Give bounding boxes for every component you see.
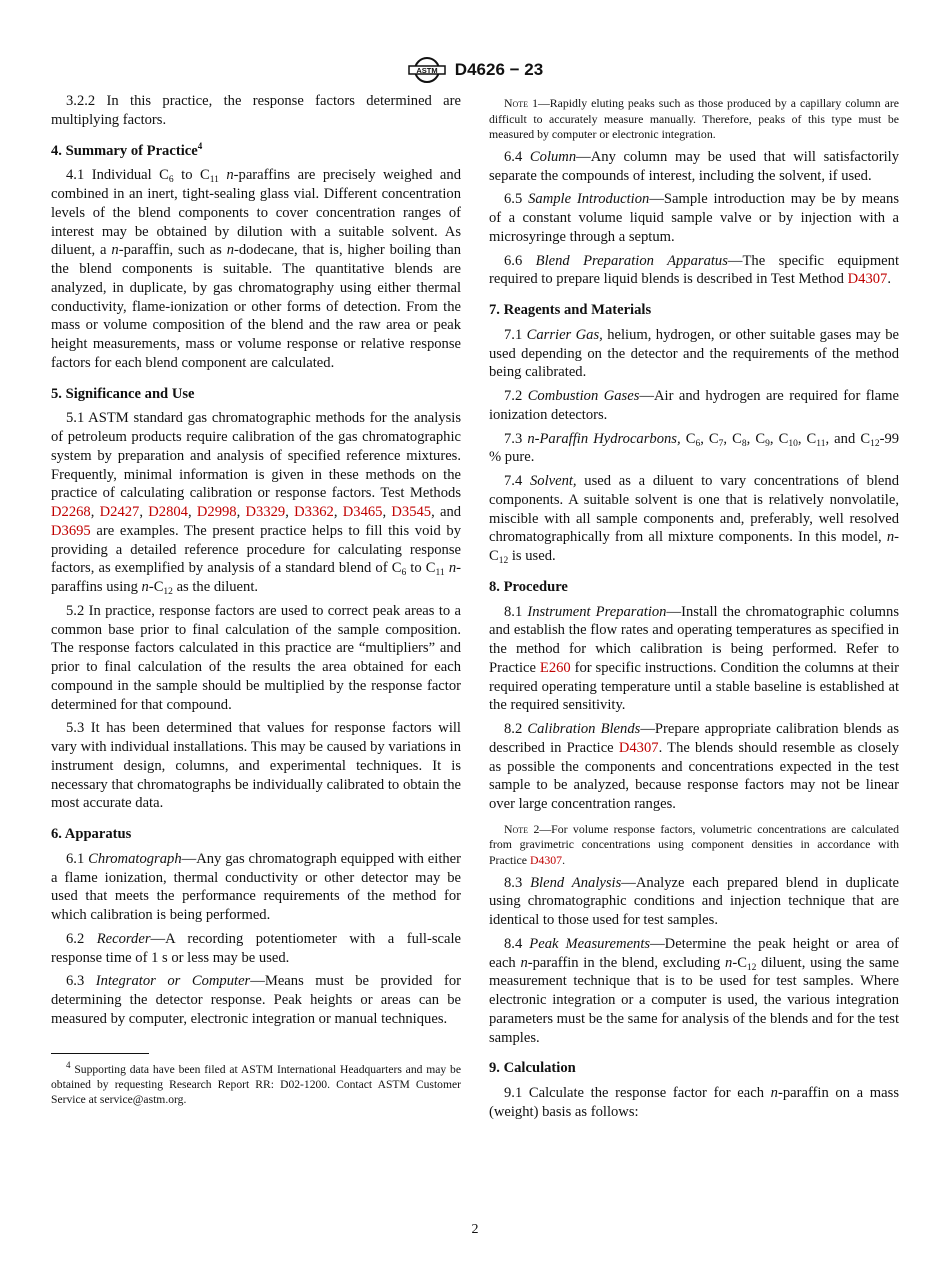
subscript: 6 — [401, 568, 407, 579]
subscript: 12 — [498, 556, 509, 567]
text-run: —The specific equipment required to prepare liquid blends is described in Test Method — [489, 252, 900, 288]
note-text: —For volume response factors, volumetric concentrations are calculated from gravimetric concentrations using component densities in accordance with Practice — [489, 821, 900, 867]
text-run: , — [187, 504, 197, 520]
section-4-heading — [51, 142, 461, 161]
italic-run: n — [448, 560, 457, 577]
term: Sample Introduction — [528, 191, 650, 208]
paragraph-8-1 — [489, 603, 899, 716]
ref-link-d2998[interactable]: D2998 — [196, 504, 237, 520]
section-6-heading: 6. Apparatus — [51, 826, 132, 842]
text-run: for specific instructions. Condition the columns at their required operating temperature until a stable baseline is established at the required sensitivity. — [489, 659, 899, 714]
footnote-4 — [51, 1059, 461, 1108]
paragraph-8-4 — [489, 935, 899, 1048]
text-run: 7.3 — [504, 430, 528, 447]
term: Blend Preparation Apparatus — [535, 252, 728, 269]
text-run: diluent, using the same measurement technique that is to be used for test samples. Where electronic integration or a computer is used, the various integration parameters must be the same for analysis of the blends and for the test samples. — [489, 954, 899, 1046]
text-run: . — [562, 852, 566, 867]
text-run: , — [333, 504, 343, 520]
italic-run: n — [520, 954, 528, 971]
text-run: 6.2 — [66, 930, 97, 947]
text-run: 7.1 — [504, 326, 527, 343]
term: Calibration Blends — [527, 721, 641, 738]
heading-text: 4. Summary of Practice — [51, 142, 198, 159]
paragraph-6-6 — [489, 252, 899, 290]
note-label: Note 2 — [504, 821, 540, 836]
text-run: 8.3 — [504, 874, 531, 891]
text-run: 7.4 — [504, 473, 530, 490]
page-number: 2 — [471, 1222, 479, 1237]
text-run: to C — [173, 167, 210, 184]
italic-run: n — [725, 954, 733, 971]
section-8-heading: 8. Procedure — [489, 578, 568, 595]
subscript: 12 — [163, 587, 173, 597]
section-5-heading: 5. Significance and Use — [51, 385, 195, 402]
subscript: 12 — [746, 962, 757, 973]
term: n-Paraffin Hydrocarbons, — [527, 430, 681, 447]
ref-link-d4307[interactable]: D4307 — [847, 271, 888, 288]
text-run: 5.1 ASTM standard gas chromatographic methods for the analysis of petroleum products require calibration of the gas chromatographic system by preparation and analysis of specified reference mixtures. Frequently, minimal information is given in these methods on the practice of calculating calibration or response factors. Test Methods — [51, 410, 461, 502]
paragraph-6-4 — [489, 148, 899, 186]
text-run: , — [139, 504, 149, 520]
term: Carrier Gas, — [526, 326, 603, 343]
text-run: , — [90, 504, 100, 520]
footnote-marker: 4 — [197, 140, 203, 151]
text-run: —Air and hydrogen are required for flame ionization detectors. — [489, 388, 899, 423]
text-run: . — [887, 271, 891, 288]
text-run: -paraffin on a mass (weight) basis as follows: — [489, 1085, 899, 1120]
text-run: -paraffins are precisely weighed and combined in an inert, tight-sealing glass vial. Different concentration levels of the blend components to cover concentration ranges of interest may be obtained by dilution with a suitable solvent. As diluent, a — [51, 167, 462, 259]
paragraph-7-1 — [489, 326, 899, 382]
text-run: , — [285, 504, 295, 520]
text-run: are examples. The present practice helps to fill this void by providing a detailed reference procedure for calculating response factors, as exemplified by analysis of a standard blend of C — [51, 522, 461, 577]
paragraph-7-2 — [489, 387, 899, 425]
italic-run: n — [111, 242, 119, 259]
term: Instrument Preparation — [527, 603, 667, 620]
subscript: 7 — [718, 438, 724, 449]
paragraph-5-3: 5.3 It has been determined that values for response factors will vary with individual installations. This may be caused by variations in instrument design, columns, and experimental techniques. It is necessary that chromatographs be individually calibrated to obtain the most accurate data. — [51, 720, 461, 812]
text-run: 6.3 — [66, 973, 96, 990]
text-run: , — [382, 504, 392, 520]
ref-link-d3465[interactable]: D3465 — [342, 504, 383, 520]
text-run: . The blends should resemble as closely as possible the components and concentrations expected in the test sample to be analyzed, because response factors may not be linear over large concentration ranges. — [489, 739, 899, 813]
document-id: D4626 − 23 — [454, 60, 544, 79]
subscript: 11 — [435, 568, 445, 579]
text-run: -dodecane, that is, higher boiling than the blend components is suitable. The quantitative blends are analyzed, in duplicate, by gas chromatography using either thermal conductivity, flame-ionization or other forms of detection. From the mass or volume composition of the blend and the raw area or peak height measurements, mass or volume response or relative response factors for each blend component are calculated. — [51, 242, 461, 371]
paragraph-6-5 — [489, 190, 899, 246]
text-run: is used. — [508, 548, 556, 565]
text-run: -paraffin, such as — [118, 242, 227, 259]
term: Integrator or Computer — [95, 973, 251, 990]
paragraph-8-3 — [489, 874, 899, 930]
ref-link-d4307[interactable]: D4307 — [618, 739, 659, 756]
text-run: 4.1 Individual C — [66, 167, 169, 184]
ref-link-d3545[interactable]: D3545 — [391, 504, 432, 520]
term: Solvent, — [529, 473, 577, 490]
text-run: 6.4 — [504, 148, 530, 165]
text-run: 6.1 — [66, 850, 89, 867]
text-run: —Determine the peak height or area of each — [489, 935, 899, 971]
text-run: —Sample introduction may be by means of a constant volume liquid sample valve or by injection with a microsyringe through a septum. — [489, 191, 900, 245]
section-9-heading: 9. Calculation — [489, 1060, 576, 1077]
text-run: 8.2 — [504, 721, 528, 738]
term: Column — [529, 148, 577, 165]
text-run: C — [680, 430, 696, 447]
text-run: -paraffins using — [51, 560, 461, 595]
text-run: -paraffin in the blend, excluding — [527, 954, 726, 971]
text-run: —Install the chromatographic columns and establish the flow rates and operating temperatures as specified in the method for which calibration is being performed. Refer to Practice — [489, 603, 900, 676]
text-run: 7.2 — [504, 388, 528, 405]
text-run: helium, hydrogen, or other suitable gases may be used depending on the detector and the requirements of the method being calibrated. — [489, 326, 899, 381]
text-run: —Prepare appropriate calibration blends as described in Practice — [489, 721, 900, 756]
ref-link-d2804[interactable]: D2804 — [148, 504, 188, 520]
paragraph-5-1 — [51, 409, 461, 597]
page-header — [0, 56, 950, 84]
term: Blend Analysis — [530, 874, 622, 891]
note-label: Note 1 — [504, 96, 538, 110]
text-run: —Analyze each prepared blend in duplicate using chromatographic conditions and injection technique that are identical to those used for test samples. — [489, 874, 899, 929]
ref-link-d3362[interactable]: D3362 — [294, 504, 334, 520]
svg-text:ASTM: ASTM — [416, 66, 438, 75]
section-7-heading: 7. Reagents and Materials — [489, 302, 652, 319]
text-run: , and — [431, 504, 462, 520]
footnote-marker: 4 — [66, 1059, 71, 1070]
text-run: —Any column may be used that will satisfactorily separate the compounds of interest, including the solvent, if used. — [489, 148, 899, 184]
subscript: 10 — [788, 438, 798, 449]
text-run: -C — [148, 579, 164, 595]
ref-link-d3329[interactable]: D3329 — [245, 504, 286, 520]
text-run: 9.1 Calculate the response factor for each — [504, 1085, 771, 1102]
text-run: 6.5 — [504, 191, 529, 208]
subscript: 6 — [695, 438, 701, 449]
text-run: used as a diluent to vary concentrations of blend components. A suitable solvent is one that is relatively nonvolatile, miscible with all sample components and, preferably, well resolved chromatographically from all mixture components. In this model, — [489, 473, 899, 546]
text-run: 8.1 — [504, 603, 528, 620]
paragraph-8-2 — [489, 720, 899, 814]
note-1 — [489, 96, 899, 143]
subscript: 11 — [209, 175, 219, 186]
text-run: —Means must be provided for determining the detector response. Peak heights or areas can be measured by computer, electronic integration or manual techniques. — [51, 973, 462, 1027]
text-run: 8.4 — [504, 935, 530, 952]
paragraph-6-3 — [51, 972, 461, 1028]
italic-run: n — [226, 242, 234, 259]
astm-logo-icon — [407, 56, 447, 84]
term: Recorder — [96, 930, 151, 947]
subscript: 9 — [765, 438, 770, 449]
subscript: 8 — [741, 438, 747, 449]
italic-run: n — [770, 1085, 778, 1102]
text-run: 6.6 — [504, 252, 536, 269]
text-run: to C — [406, 560, 436, 577]
paragraph-6-2 — [51, 930, 461, 968]
note-text: —Rapidly eluting peaks such as those produced by a capillary column are difficult to accurately measure manually. Therefore, peaks of this type must be measured by computer or electronic integration. — [489, 96, 900, 142]
text-run: —Any gas chromatograph equipped with either a flame ionization, thermal conductivity or other detector may be used that meets the performance requirements of the method for which calibration is being performed. — [51, 850, 462, 923]
footnote-text: Supporting data have been filed at ASTM International Headquarters and may be obtained by requesting Research Report RR: D02-1200. Contact ASTM Customer Service at service@astm.org. — [51, 1062, 461, 1106]
text-run: -C — [732, 954, 747, 971]
italic-run: n — [886, 529, 895, 546]
italic-run: n — [141, 579, 149, 595]
subscript: 12 — [870, 438, 880, 449]
paragraph-7-3 — [489, 430, 899, 468]
text-run: , C — [723, 430, 742, 447]
ref-link-d2268[interactable]: D2268 — [51, 504, 91, 520]
footnote-divider — [51, 1053, 149, 1054]
text-run: -99 % pure. — [489, 430, 900, 466]
text-run: as the diluent. — [172, 579, 259, 595]
text-run: , C — [769, 430, 789, 447]
italic-run: n — [226, 167, 234, 184]
ref-link-e260[interactable]: E260 — [539, 659, 571, 676]
paragraph-6-1 — [51, 850, 461, 925]
paragraph-4-1 — [51, 166, 461, 372]
text-run: , C — [746, 430, 766, 447]
text-run: -C — [489, 529, 899, 565]
term: Peak Measurements — [529, 935, 651, 952]
term: Combustion Gases — [527, 388, 640, 405]
ref-link-d4307[interactable]: D4307 — [529, 852, 563, 867]
subscript: 6 — [168, 175, 174, 186]
paragraph-text: 3.2.2 In this practice, the response factors determined are multiplying factors. — [51, 93, 461, 128]
note-2 — [489, 822, 899, 869]
paragraph-9-1 — [489, 1084, 899, 1122]
term: Chromatograph — [88, 850, 182, 867]
subscript: 11 — [816, 438, 826, 449]
right-column — [489, 92, 899, 1127]
paragraph-3-2-2 — [51, 92, 461, 130]
text-run: , C — [797, 430, 817, 447]
left-column — [51, 92, 461, 1107]
text-run: —A recording potentiometer with a full-scale response time of 1 s or less may be used. — [51, 930, 461, 966]
text-run: , C — [700, 430, 719, 447]
ref-link-d2427[interactable]: D2427 — [99, 504, 140, 520]
paragraph-5-2: 5.2 In practice, response factors are used to correct peak areas to a common base prior to final calculation of the sample composition. The response factors calculated in this practice are “multipliers” and prior to final calculation of the results the area obtained for each compound in the sample should be multiplied by the response factor determined for that compound. — [51, 602, 461, 713]
text-run: , and C — [825, 430, 871, 447]
paragraph-7-4 — [489, 472, 899, 566]
text-run: , — [236, 504, 246, 520]
ref-link-d3695[interactable]: D3695 — [51, 522, 91, 539]
